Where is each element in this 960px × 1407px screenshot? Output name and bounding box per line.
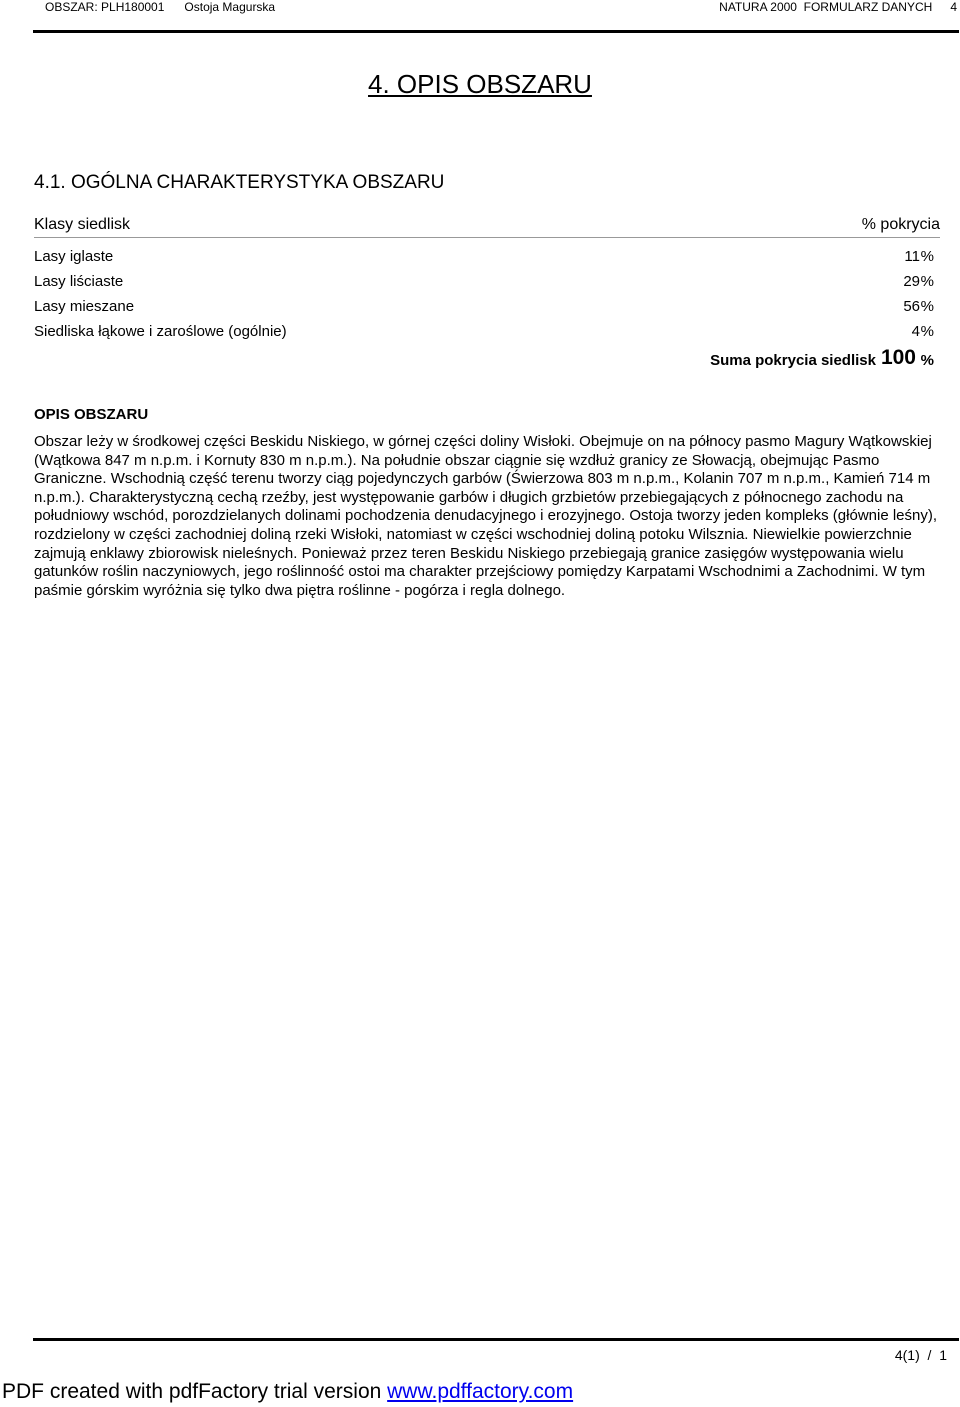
habitat-name: Lasy iglaste (34, 248, 114, 265)
habitat-cover-value: 56 (903, 298, 920, 315)
habitat-name: Lasy liściaste (34, 273, 124, 290)
habitat-cover-unit: % (920, 248, 934, 265)
habitat-cover-value: 11 (904, 248, 920, 265)
habitat-cover-value: 29 (903, 273, 920, 290)
header-area-name: Ostoja Magurska (184, 0, 276, 14)
header-area-code: OBSZAR: PLH180001 (45, 0, 165, 14)
habitat-total-unit: % (920, 352, 934, 369)
habitat-name: Lasy mieszane (34, 298, 135, 315)
description-heading: OPIS OBSZARU (34, 406, 149, 423)
habitat-name: Siedliska łąkowe i zaroślowe (ogólnie) (34, 323, 287, 340)
habitat-cover-unit: % (920, 273, 934, 290)
header-page-number: 4 (950, 0, 957, 14)
habitat-total-label: Suma pokrycia siedlisk (710, 352, 876, 369)
subsection-title: 4.1. OGÓLNA CHARAKTERYSTYKA OBSZARU (34, 172, 445, 193)
page-header (45, 0, 957, 14)
habitat-cover-value: 4 (911, 323, 920, 340)
table-row (34, 271, 934, 296)
table-row (34, 246, 934, 271)
habitat-column-label: Klasy siedlisk (34, 216, 131, 233)
footer-divider (33, 1338, 959, 1341)
footer-page-ref: 4(1) / 1 (894, 1347, 947, 1363)
habitat-cover-unit: % (920, 323, 934, 340)
habitat-table (34, 246, 934, 346)
header-right (713, 0, 957, 14)
description-text: Obszar leży w środkowej części Beskidu Niskiego, w górnej części doliny Wisłoki. Obejmuje on na północy pasmo Magury Wątkowskiej (Wątkowa 847 m n.p.m. i Kornuty 830 m n.p.m.). Na południe obszar ciągnie się wzdłuż granicy ze Słowacją, obejmując Pasmo Graniczne. Wschodnią część terenu tworzy ciąg pojedynczych garbów (Świerzowa 803 m n.p.m., Kolanin 707 m n.p.m., Kamień 714 m n.p.m.). Charakterystyczną cechą rzeźby, jest występowanie garbów i długich grzbietów przebiegających z północnego zachodu na południowy wschód, porozdzielanych dolinami pochodzenia denudacyjnego i erozyjnego. Ostoja tworzy jeden kompleks (głównie leśny), rozdzielony w części zachodniej doliną rzeki Wisłoki, natomiast w części wschodniej doliną potoku Wilsznia. Niewielkie powierzchnie zajmują enklawy zbiorowisk nieleśnych. Ponieważ przez teren Beskidu Niskiego przebiegają granice zasięgów występowania wielu gatunków roślin naczyniowych, jego roślinność ostoi ma charakter przejściowy pomiędzy Karpatami Wschodnimi a Zachodnimi. W tym paśmie górskim wyróżnia się tylko dwa piętra roślinne - pogórza i regla dolnego. (34, 433, 938, 599)
habitat-cover-unit: % (920, 298, 934, 315)
table-row (34, 321, 934, 346)
header-divider (33, 30, 959, 33)
habitat-table-header (34, 214, 940, 236)
header-left (45, 0, 295, 14)
habitat-total-row (34, 346, 934, 374)
section-title: 4. OPIS OBSZARU (368, 69, 592, 99)
habitat-total-value: 100 (880, 346, 916, 369)
habitat-table-divider (34, 237, 940, 238)
cover-column-label: % pokrycia (861, 216, 940, 233)
header-form-title: NATURA 2000 FORMULARZ DANYCH (719, 0, 933, 14)
table-row (34, 296, 934, 321)
pdf-banner-link[interactable]: www.pdffactory.com (387, 1380, 574, 1403)
pdf-banner-text: PDF created with pdfFactory trial version (2, 1380, 388, 1403)
pdf-banner (2, 1379, 573, 1405)
